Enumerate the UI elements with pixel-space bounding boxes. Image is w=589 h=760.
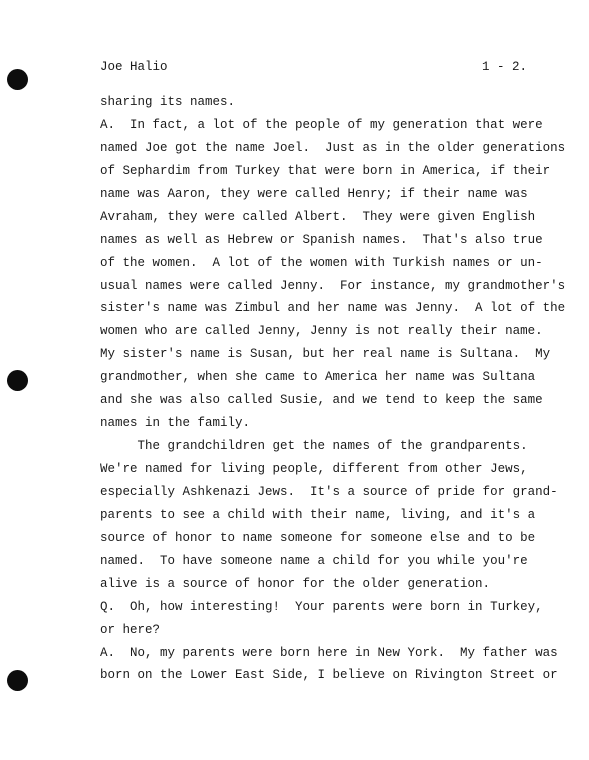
text-line: My sister's name is Susan, but her real name is Sultana. My <box>100 347 551 362</box>
header-interviewee-name: Joe Halio <box>100 60 168 74</box>
text-line: sister's name was Zimbul and her name was Jenny. A lot of the <box>100 301 566 316</box>
text-line: named Joe got the name Joel. Just as in the older generations <box>100 140 566 155</box>
text-line: of the women. A lot of the women with Turkish names or un- <box>100 255 543 270</box>
text-line: The grandchildren get the names of the grandparents. <box>100 439 528 454</box>
text-line: A. No, my parents were born here in New York. My father was <box>100 645 558 660</box>
transcript-body <box>100 91 566 687</box>
text-line: name was Aaron, they were called Henry; if their name was <box>100 186 528 201</box>
header-page-number: 1 - 2. <box>482 60 528 74</box>
text-line: source of honor to name someone for someone else and to be <box>100 530 536 545</box>
text-line: names as well as Hebrew or Spanish names. That's also true <box>100 232 543 247</box>
text-line: of Sephardim from Turkey that were born in America, if their <box>100 163 551 178</box>
text-line: named. To have someone name a child for you while you're <box>100 553 528 568</box>
text-line: A. In fact, a lot of the people of my generation that were <box>100 117 543 132</box>
text-line: grandmother, when she came to America her name was Sultana <box>100 370 536 385</box>
text-line: parents to see a child with their name, living, and it's a <box>100 507 536 522</box>
binder-hole <box>7 670 28 691</box>
text-line: especially Ashkenazi Jews. It's a source of pride for grand- <box>100 484 558 499</box>
text-line: born on the Lower East Side, I believe on Rivington Street or <box>100 668 558 683</box>
text-line: names in the family. <box>100 416 251 431</box>
text-line: Avraham, they were called Albert. They were given English <box>100 209 536 224</box>
text-line: and she was also called Susie, and we tend to keep the same <box>100 393 543 408</box>
text-line: Q. Oh, how interesting! Your parents were born in Turkey, <box>100 599 543 614</box>
text-line: alive is a source of honor for the older generation. <box>100 576 491 591</box>
text-line: usual names were called Jenny. For instance, my grandmother's <box>100 278 566 293</box>
binder-hole <box>7 69 28 90</box>
text-line: We're named for living people, different from other Jews, <box>100 462 528 476</box>
text-line: sharing its names. <box>100 95 236 109</box>
binder-hole <box>7 370 28 391</box>
text-line: women who are called Jenny, Jenny is not really their name. <box>100 324 543 339</box>
text-line: or here? <box>100 622 161 637</box>
